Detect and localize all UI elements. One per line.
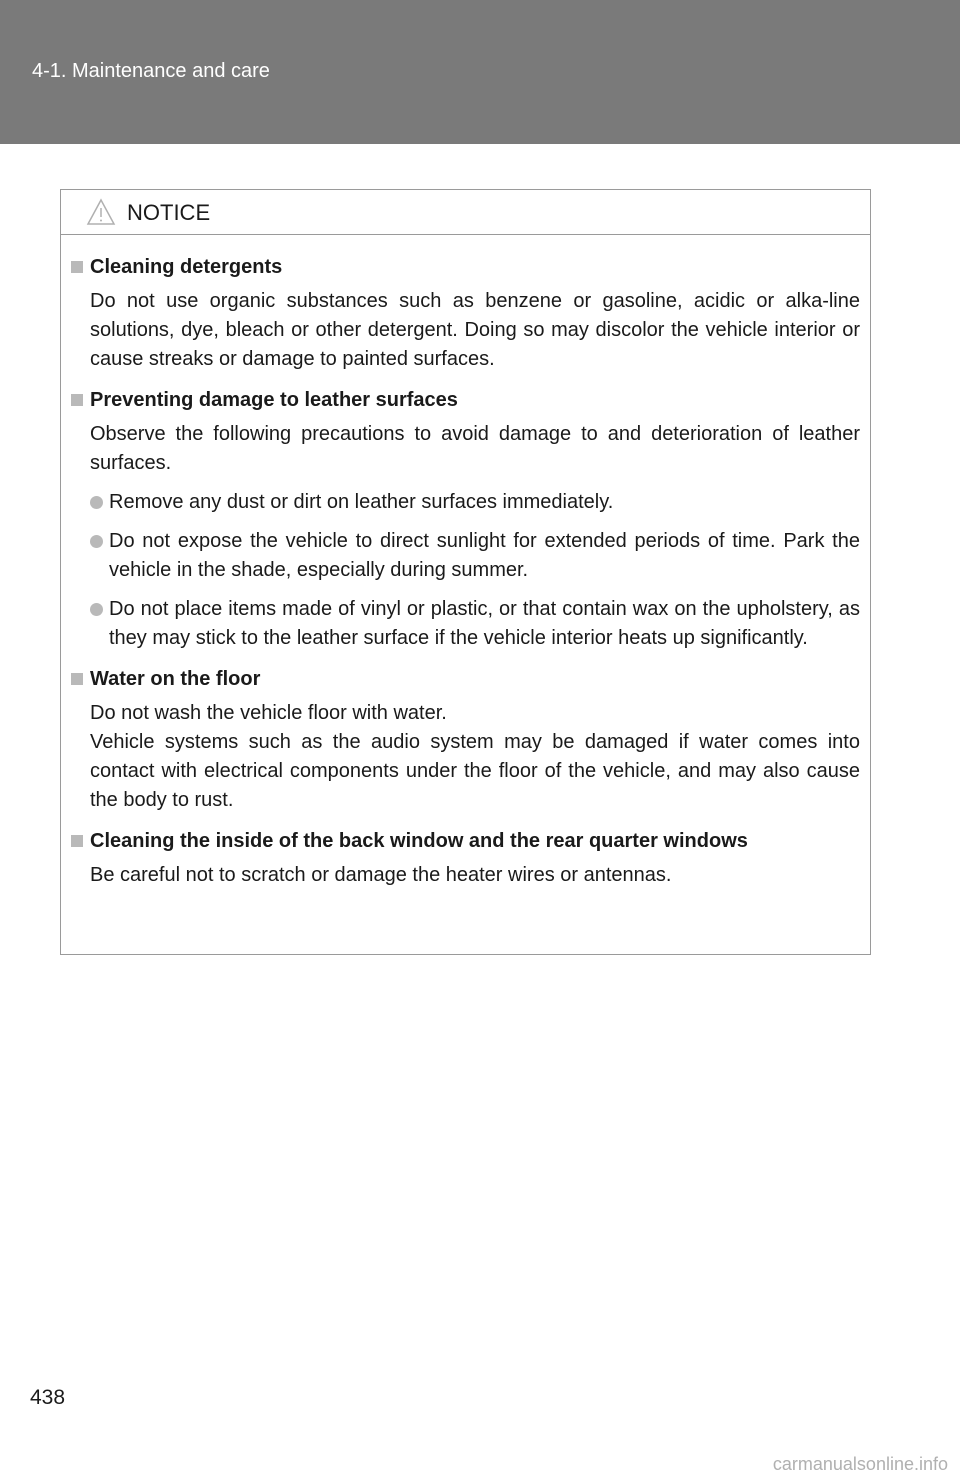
paragraph: Observe the following precautions to avoid damage to and deterioration of leather surfaces. — [90, 423, 860, 474]
circle-bullet-icon — [90, 603, 103, 616]
notice-header — [61, 190, 870, 235]
page-number: 438 — [30, 1386, 66, 1409]
section-water-on-floor — [71, 665, 860, 815]
section-cleaning-detergents — [71, 253, 860, 374]
notice-box — [60, 189, 871, 955]
square-bullet-icon — [71, 835, 83, 847]
section-heading: Preventing damage to leather surfaces — [90, 389, 458, 411]
list-item — [90, 595, 860, 653]
notice-label: NOTICE — [127, 200, 211, 225]
section-back-window — [71, 827, 860, 890]
circle-bullet-icon — [90, 535, 103, 548]
section-heading: Cleaning the inside of the back window and the rear quarter windows — [90, 830, 748, 852]
circle-bullet-icon — [90, 496, 103, 509]
paragraph: Be careful not to scratch or damage the heater wires or antennas. — [90, 864, 672, 886]
list-item — [90, 488, 860, 517]
list-item-text: Do not expose the vehicle to direct sunlight for extended periods of time. Park the vehicle in the shade, especially during summer. — [109, 530, 860, 581]
section-leather-surfaces — [71, 386, 860, 653]
section-heading: Water on the floor — [90, 668, 261, 690]
watermark: carmanualsonline.info — [772, 1454, 948, 1474]
paragraph: Do not use organic substances such as benzene or gasoline, acidic or alka-line solutions, dye, bleach or other detergent. Doing so may discolor the vehicle interior or cause streaks or damage to painted surfaces. — [90, 290, 860, 370]
section-title: 4-1. Maintenance and care — [32, 60, 270, 82]
paragraph: Vehicle systems such as the audio system may be damaged if water comes into contact with electrical components under the floor of the vehicle, and may also cause the body to rust. — [90, 731, 860, 811]
square-bullet-icon — [71, 261, 83, 273]
square-bullet-icon — [71, 394, 83, 406]
square-bullet-icon — [71, 673, 83, 685]
header-band — [0, 0, 960, 144]
notice-body — [61, 235, 870, 890]
section-heading: Cleaning detergents — [90, 256, 283, 278]
warning-triangle-icon — [86, 198, 116, 226]
list-item-text: Remove any dust or dirt on leather surfaces immediately. — [109, 491, 614, 513]
paragraph: Do not wash the vehicle floor with water. — [90, 702, 447, 724]
list-item — [90, 527, 860, 585]
list-item-text: Do not place items made of vinyl or plastic, or that contain wax on the upholstery, as they may stick to the leather surface if the vehicle interior heats up significantly. — [109, 598, 860, 649]
